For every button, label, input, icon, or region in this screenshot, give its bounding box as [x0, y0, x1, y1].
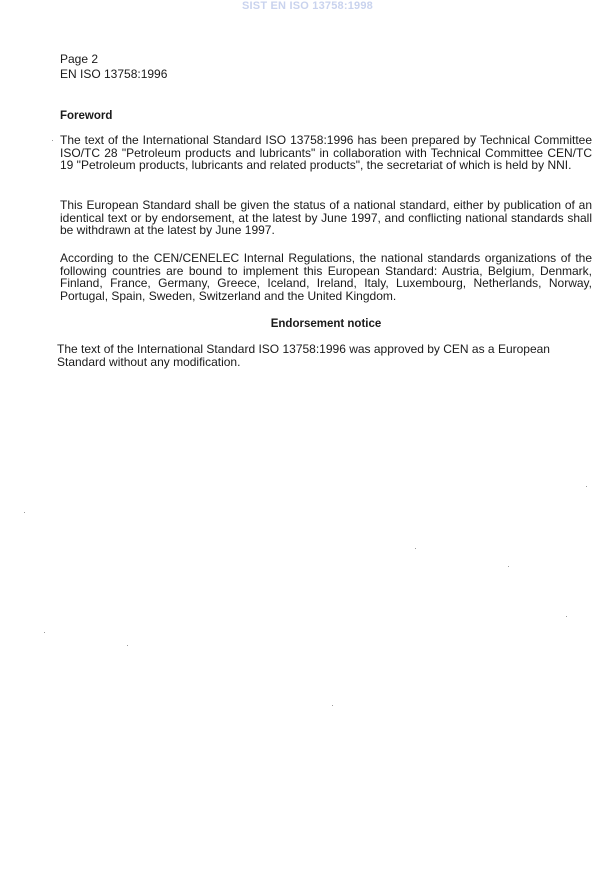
- scan-speck: [415, 548, 416, 549]
- foreword-heading: Foreword: [60, 110, 113, 122]
- scan-speck: [44, 632, 45, 633]
- scan-speck: [332, 705, 333, 706]
- scan-speck: [127, 645, 128, 646]
- foreword-paragraph-2: This European Standard shall be given the status of a national standard, either by publication of an identical text or by endorsement, at the latest by June 1997, and conflicting national standards shall be withdrawn at the latest by June 1997.: [60, 198, 592, 238]
- watermark: SIST EN ISO 13758:1998: [242, 0, 373, 12]
- page-header: [60, 52, 167, 82]
- scan-speck: [586, 486, 587, 487]
- foreword-paragraph-3: According to the CEN/CENELEC Internal Regulations, the national standards organizations of the following countries are bound to implement this European Standard: Austria, Belgium, Denmark, Finland, France, Germany, Greece, Iceland, Ireland, Italy, Luxembourg, Netherlands, Norway, Portugal, Spain, Sweden, Switzerland and the United Kingdom.: [60, 251, 592, 303]
- scan-speck: [52, 140, 53, 141]
- scan-speck: [508, 566, 509, 567]
- scan-speck: [24, 512, 25, 513]
- page-number: Page 2: [60, 52, 99, 66]
- endorsement-text: The text of the International Standard ISO 13758:1996 was approved by CEN as a European Standard without any modification.: [57, 342, 550, 369]
- standard-number: EN ISO 13758:1996: [60, 67, 168, 81]
- endorsement-heading: Endorsement notice: [270, 318, 382, 330]
- foreword-paragraph-1: The text of the International Standard ISO 13758:1996 has been prepared by Technical Committee ISO/TC 28 "Petroleum products and lubricants" in collaboration with Technical Committee CEN/TC 19 "Petroleum products, lubricants and related products", the secretariat of which is held by NNI.: [60, 133, 592, 173]
- scan-speck: [566, 616, 567, 617]
